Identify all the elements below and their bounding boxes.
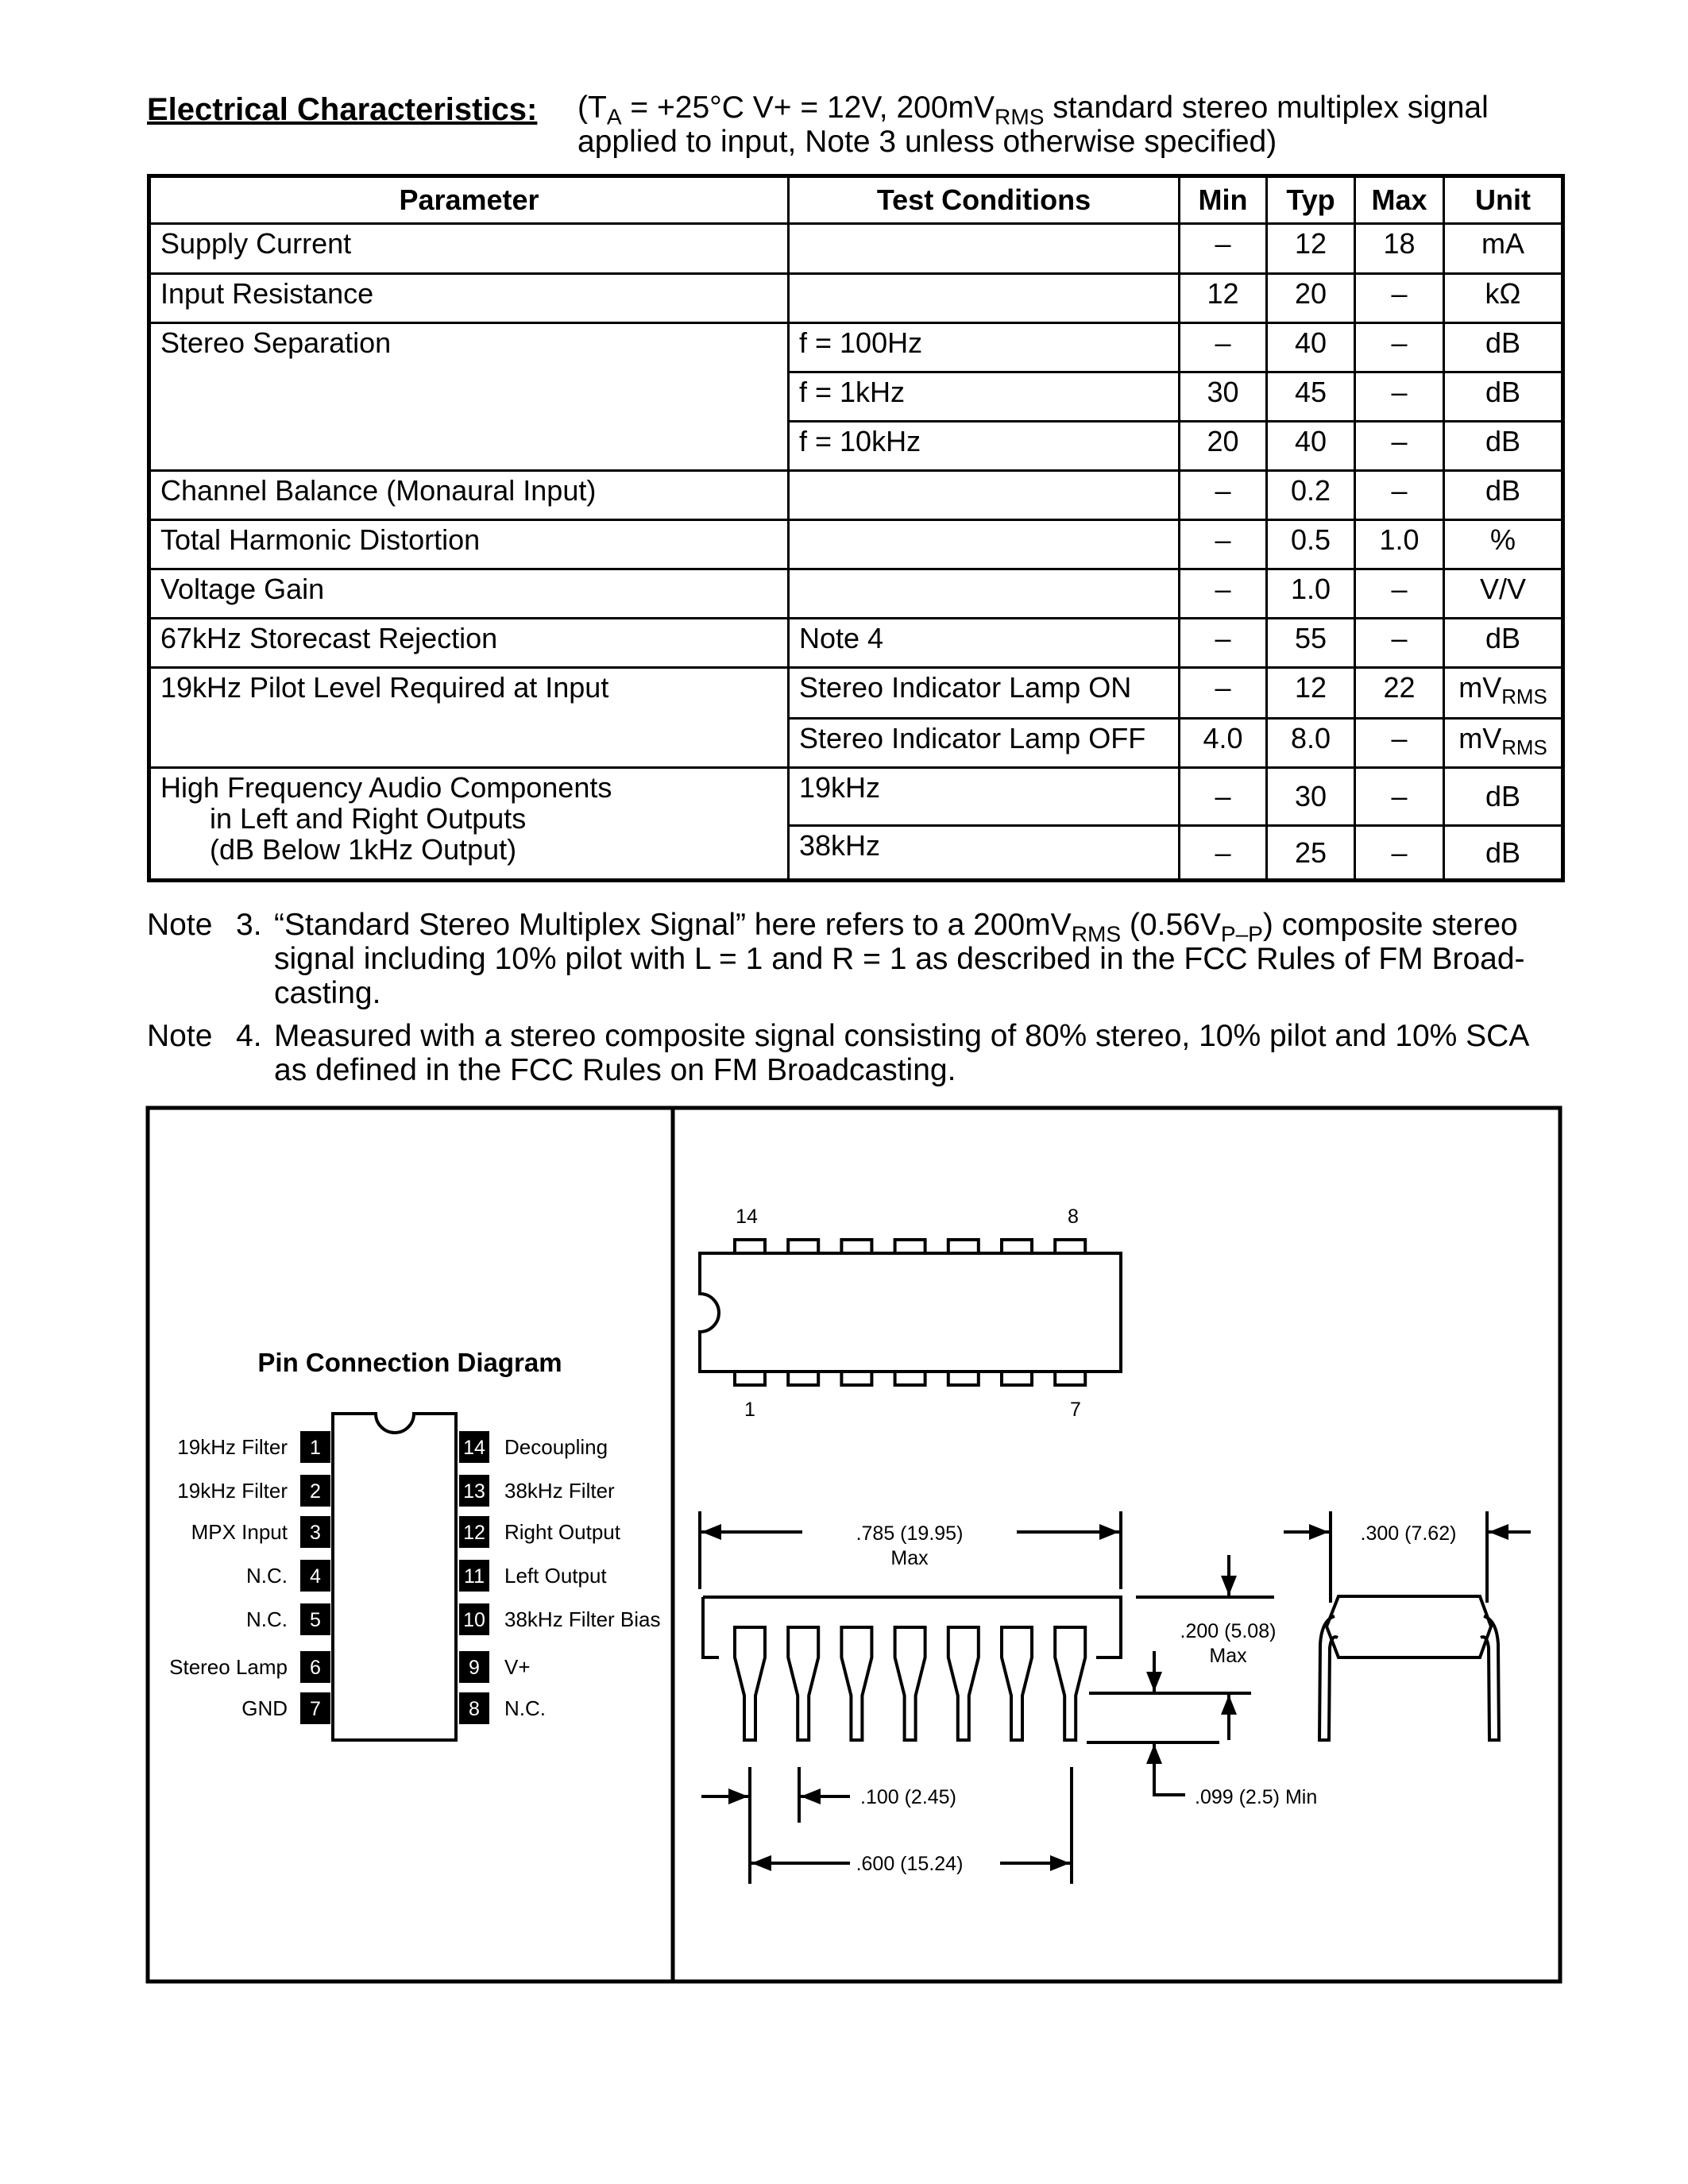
- width-dimension: .300 (7.62): [1360, 1522, 1457, 1545]
- pin-label: 19kHz Filter: [177, 1435, 288, 1459]
- package-top-view: [700, 1206, 1121, 1421]
- package-lead: [841, 1627, 871, 1740]
- pin-connection-diagram: [169, 1348, 660, 1740]
- typ: 0.2: [1267, 471, 1355, 520]
- typ: 30: [1267, 768, 1355, 826]
- parameter: Stereo Separation: [149, 323, 789, 471]
- max: –: [1355, 471, 1444, 520]
- package-lead: [1055, 1627, 1085, 1740]
- conditions: Note 4: [789, 619, 1180, 668]
- test-conditions-line1: ($T_A = +25^\circ C$ V+ = 12V, $200mV_{RMS}$ standard stereo multiplex signal: [577, 91, 1489, 129]
- note-label: Note: [147, 908, 213, 942]
- end-lead: [1481, 1616, 1499, 1740]
- conditions: f = 10kHz: [789, 422, 1180, 471]
- unit: dB: [1444, 619, 1563, 668]
- min: –: [1180, 323, 1267, 372]
- package-lead: [948, 1627, 979, 1740]
- unit: V/V: [1444, 569, 1563, 619]
- max: –: [1355, 323, 1444, 372]
- dip-body: [333, 1414, 456, 1740]
- span-dimension: .600 (15.24): [856, 1853, 964, 1875]
- typ: 12: [1267, 668, 1355, 719]
- package-pin: [1055, 1240, 1085, 1253]
- max: –: [1355, 768, 1444, 826]
- col-header: Unit: [1444, 176, 1563, 224]
- typ: 45: [1267, 372, 1355, 422]
- min: –: [1180, 569, 1267, 619]
- max: 18: [1355, 224, 1444, 274]
- col-header: Min: [1180, 176, 1267, 224]
- package-body: [700, 1253, 1121, 1372]
- unit: mA: [1444, 224, 1563, 274]
- min: –: [1180, 471, 1267, 520]
- unit: $mV_{RMS}$: [1444, 668, 1563, 719]
- pin-number: 7: [310, 1698, 321, 1720]
- note-text: Measured with a stereo composite signal consisting of 80% stereo, 10% pilot and 10% SCA: [274, 1019, 1530, 1053]
- note-label: Note: [147, 1019, 213, 1053]
- conditions: Stereo Indicator Lamp OFF: [789, 719, 1180, 768]
- unit: dB: [1444, 768, 1563, 826]
- unit: dB: [1444, 826, 1563, 881]
- unit: kΩ: [1444, 274, 1563, 323]
- min: 12: [1180, 274, 1267, 323]
- max: –: [1355, 422, 1444, 471]
- min: –: [1180, 668, 1267, 719]
- typ: 40: [1267, 323, 1355, 372]
- max: 22: [1355, 668, 1444, 719]
- package-pin: [1002, 1240, 1032, 1253]
- package-pin: [895, 1372, 925, 1385]
- pin-number: 6: [310, 1657, 321, 1679]
- package-pin: [788, 1372, 818, 1385]
- typ: 0.5: [1267, 520, 1355, 569]
- unit: dB: [1444, 422, 1563, 471]
- pin-label: Left Output: [504, 1564, 607, 1588]
- package-pin: [735, 1372, 765, 1385]
- pin-label: Right Output: [504, 1520, 620, 1544]
- end-body: [1327, 1596, 1491, 1657]
- col-header: Max: [1355, 176, 1444, 224]
- unit: %: [1444, 520, 1563, 569]
- pin-number: 13: [463, 1480, 485, 1503]
- package-pin: [788, 1240, 818, 1253]
- conditions: f = 1kHz: [789, 372, 1180, 422]
- note-text: signal including 10% pilot with L = 1 and R = 1 as described in the FCC Rules of FM Broad-: [274, 942, 1525, 976]
- max: –: [1355, 274, 1444, 323]
- note-text: “Standard Stereo Multiplex Signal” here refers to a $200mV_{RMS}$ $(0.56V_{P-P})$ composite stereo: [274, 908, 1518, 947]
- max: –: [1355, 719, 1444, 768]
- pin-label: Stereo Lamp: [169, 1655, 288, 1679]
- pin-label: N.C.: [246, 1607, 288, 1631]
- parameter: Total Harmonic Distortion: [149, 520, 789, 569]
- package-end-view: [1284, 1511, 1531, 1740]
- typ: 8.0: [1267, 719, 1355, 768]
- pin-number: 10: [463, 1609, 485, 1631]
- pin-number: 8: [469, 1698, 480, 1720]
- typ: 12: [1267, 224, 1355, 274]
- typ: 1.0: [1267, 569, 1355, 619]
- pin-label-1: 1: [744, 1399, 755, 1421]
- length-note: Max: [890, 1547, 929, 1569]
- pin-label: Decoupling: [504, 1435, 608, 1459]
- pin-number: 11: [464, 1565, 485, 1588]
- pin-number: 1: [310, 1437, 321, 1459]
- section-title: Electrical Characteristics:: [147, 92, 538, 127]
- parameter: Supply Current: [149, 224, 789, 274]
- package-side-view: [700, 1511, 1274, 1884]
- pin-label: N.C.: [504, 1696, 546, 1720]
- package-pin: [948, 1240, 979, 1253]
- parameter-line: in Left and Right Outputs: [210, 802, 527, 835]
- typ: 55: [1267, 619, 1355, 668]
- max: –: [1355, 619, 1444, 668]
- col-header: Parameter: [149, 176, 789, 224]
- pin-number: 14: [463, 1437, 485, 1459]
- parameter: 19kHz Pilot Level Required at Input: [149, 668, 789, 768]
- pin-number: 4: [310, 1565, 321, 1588]
- pin-label-7: 7: [1070, 1399, 1081, 1421]
- package-lead: [735, 1627, 765, 1740]
- note-text: casting.: [274, 976, 381, 1010]
- parameter-line: (dB Below 1kHz Output): [210, 833, 517, 866]
- pin-label: MPX Input: [191, 1520, 288, 1544]
- pin-label: 19kHz Filter: [177, 1479, 288, 1503]
- note-text: as defined in the FCC Rules on FM Broadcasting.: [274, 1053, 956, 1087]
- package-pin: [841, 1372, 871, 1385]
- parameter: 67kHz Storecast Rejection: [149, 619, 789, 668]
- pin-label-8: 8: [1068, 1206, 1079, 1228]
- parameter: Channel Balance (Monaural Input): [149, 471, 789, 520]
- height-dimension: .200 (5.08): [1180, 1620, 1277, 1642]
- typ: 25: [1267, 826, 1355, 881]
- package-lead: [1002, 1627, 1032, 1740]
- min: 30: [1180, 372, 1267, 422]
- pin-label: N.C.: [246, 1564, 288, 1588]
- unit: dB: [1444, 323, 1563, 372]
- unit: dB: [1444, 471, 1563, 520]
- conditions: Stereo Indicator Lamp ON: [789, 668, 1180, 719]
- pin-number: 12: [463, 1522, 485, 1544]
- package-pin: [735, 1240, 765, 1253]
- pin-label-14: 14: [736, 1206, 758, 1228]
- max: –: [1355, 826, 1444, 881]
- min: –: [1180, 826, 1267, 881]
- min: –: [1180, 520, 1267, 569]
- note-number: 3.: [236, 908, 262, 942]
- min: –: [1180, 619, 1267, 668]
- max: –: [1355, 372, 1444, 422]
- height-note: Max: [1209, 1645, 1247, 1667]
- min: –: [1180, 768, 1267, 826]
- parameter-line: High Frequency Audio Components: [160, 771, 612, 804]
- col-header: Typ: [1267, 176, 1355, 224]
- package-pin: [1055, 1372, 1085, 1385]
- min: 20: [1180, 422, 1267, 471]
- max: –: [1355, 569, 1444, 619]
- pin-label: GND: [241, 1696, 288, 1720]
- package-pin: [1002, 1372, 1032, 1385]
- package-pin: [841, 1240, 871, 1253]
- pin-label: 38kHz Filter: [504, 1479, 615, 1503]
- package-lead: [788, 1627, 818, 1740]
- package-pin: [948, 1372, 979, 1385]
- unit: $mV_{RMS}$: [1444, 719, 1563, 768]
- pitch-dimension: .100 (2.45): [860, 1786, 956, 1808]
- conditions: 38kHz: [789, 826, 1180, 881]
- typ: 20: [1267, 274, 1355, 323]
- pin-label: V+: [504, 1655, 531, 1679]
- package-pin: [895, 1240, 925, 1253]
- typ: 40: [1267, 422, 1355, 471]
- col-header: Test Conditions: [789, 176, 1180, 224]
- parameter: Input Resistance: [149, 274, 789, 323]
- min: 4.0: [1180, 719, 1267, 768]
- lead-length-dimension: .099 (2.5) Min: [1195, 1786, 1318, 1808]
- pin-diagram-title: Pin Connection Diagram: [257, 1348, 562, 1377]
- dim-arrow: [1154, 1744, 1185, 1795]
- test-conditions-line2: applied to input, Note 3 unless otherwise specified): [577, 125, 1277, 159]
- length-dimension: .785 (19.95): [856, 1522, 964, 1545]
- max: 1.0: [1355, 520, 1444, 569]
- note-number: 4.: [236, 1019, 262, 1053]
- pin-label: 38kHz Filter Bias: [504, 1607, 661, 1631]
- pin-number: 3: [310, 1522, 321, 1544]
- pin-number: 2: [310, 1480, 321, 1503]
- pin-number: 5: [310, 1609, 321, 1631]
- parameter: Voltage Gain: [149, 569, 789, 619]
- pin-number: 9: [469, 1657, 480, 1679]
- conditions: f = 100Hz: [789, 323, 1180, 372]
- package-lead: [895, 1627, 925, 1740]
- unit: dB: [1444, 372, 1563, 422]
- conditions: 19kHz: [789, 768, 1180, 826]
- min: –: [1180, 224, 1267, 274]
